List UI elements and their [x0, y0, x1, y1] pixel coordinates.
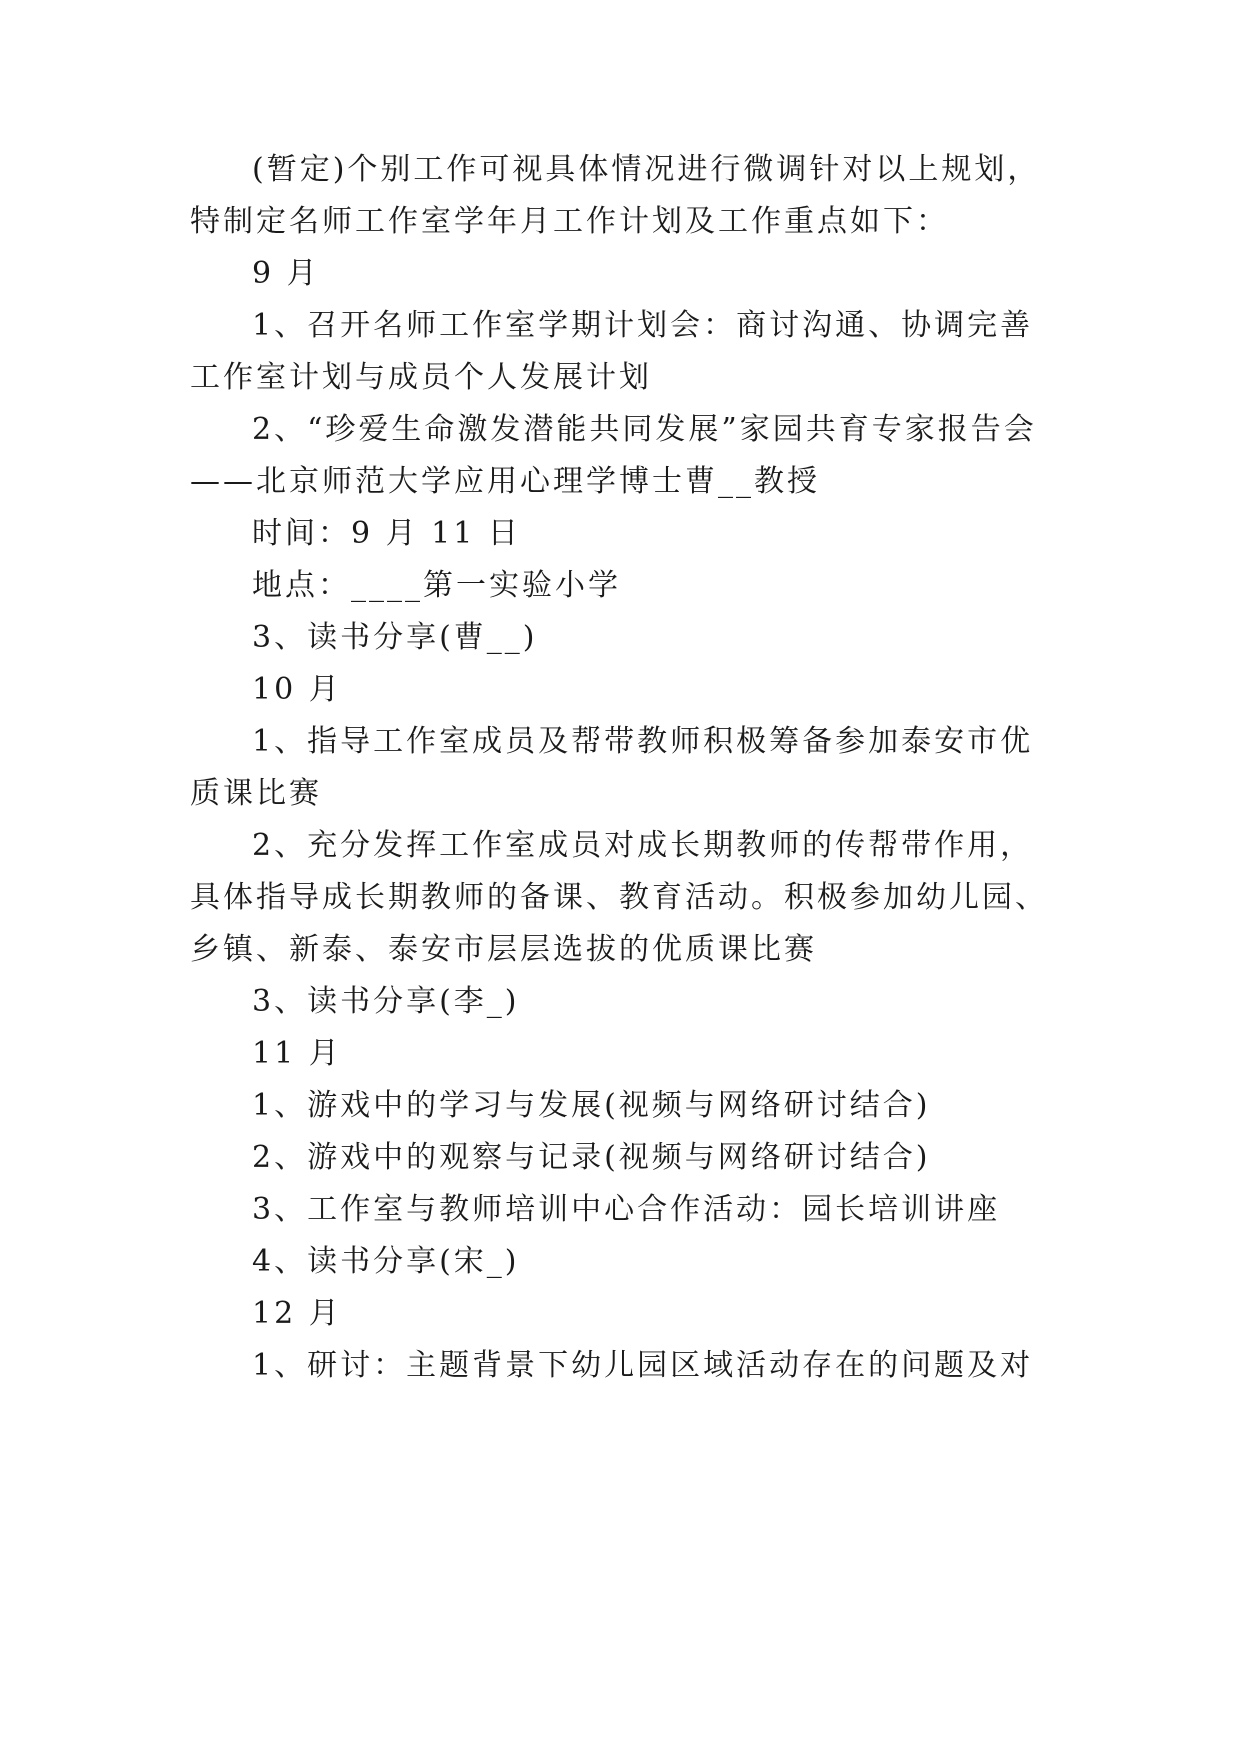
month-heading: 10 月: [252, 672, 342, 707]
text-line: 4、读书分享(宋_): [252, 1244, 520, 1279]
text-line: 2、“珍爱生命激发潜能共同发展”家园共育专家报告会: [252, 412, 1037, 447]
text-line: 3、工作室与教师培训中心合作活动：园长培训讲座: [252, 1192, 1001, 1227]
text-line: 工作室计划与成员个人发展计划: [190, 360, 652, 395]
text-line: 时间：9 月 11 日: [252, 516, 521, 551]
text-line: 1、召开名师工作室学期计划会：商讨沟通、协调完善: [252, 308, 1034, 343]
text-line: 1、游戏中的学习与发展(视频与网络研讨结合): [252, 1088, 931, 1123]
month-heading: 11 月: [252, 1036, 342, 1071]
month-heading: 9 月: [252, 256, 320, 291]
text-line: 乡镇、新泰、泰安市层层选拔的优质课比赛: [190, 932, 817, 967]
text-line: 1、研讨：主题背景下幼儿园区域活动存在的问题及对: [252, 1348, 1034, 1383]
month-heading: 12 月: [252, 1296, 342, 1331]
text-line: (暂定)个别工作可视具体情况进行微调针对以上规划，: [252, 152, 1041, 187]
text-line: 3、读书分享(李_): [252, 984, 520, 1019]
text-line: 质课比赛: [190, 776, 322, 811]
text-line: 地点：____第一实验小学: [252, 568, 621, 603]
text-line: ——北京师范大学应用心理学博士曹__教授: [190, 464, 820, 499]
text-line: 3、读书分享(曹__): [252, 620, 538, 655]
text-line: 2、游戏中的观察与记录(视频与网络研讨结合): [252, 1140, 931, 1175]
text-line: 特制定名师工作室学年月工作计划及工作重点如下：: [190, 204, 949, 239]
text-line: 2、充分发挥工作室成员对成长期教师的传帮带作用，: [252, 828, 1034, 863]
text-line: 1、指导工作室成员及帮带教师积极筹备参加泰安市优: [252, 724, 1034, 759]
text-line: 具体指导成长期教师的备课、教育活动。积极参加幼儿园、: [190, 880, 1048, 915]
